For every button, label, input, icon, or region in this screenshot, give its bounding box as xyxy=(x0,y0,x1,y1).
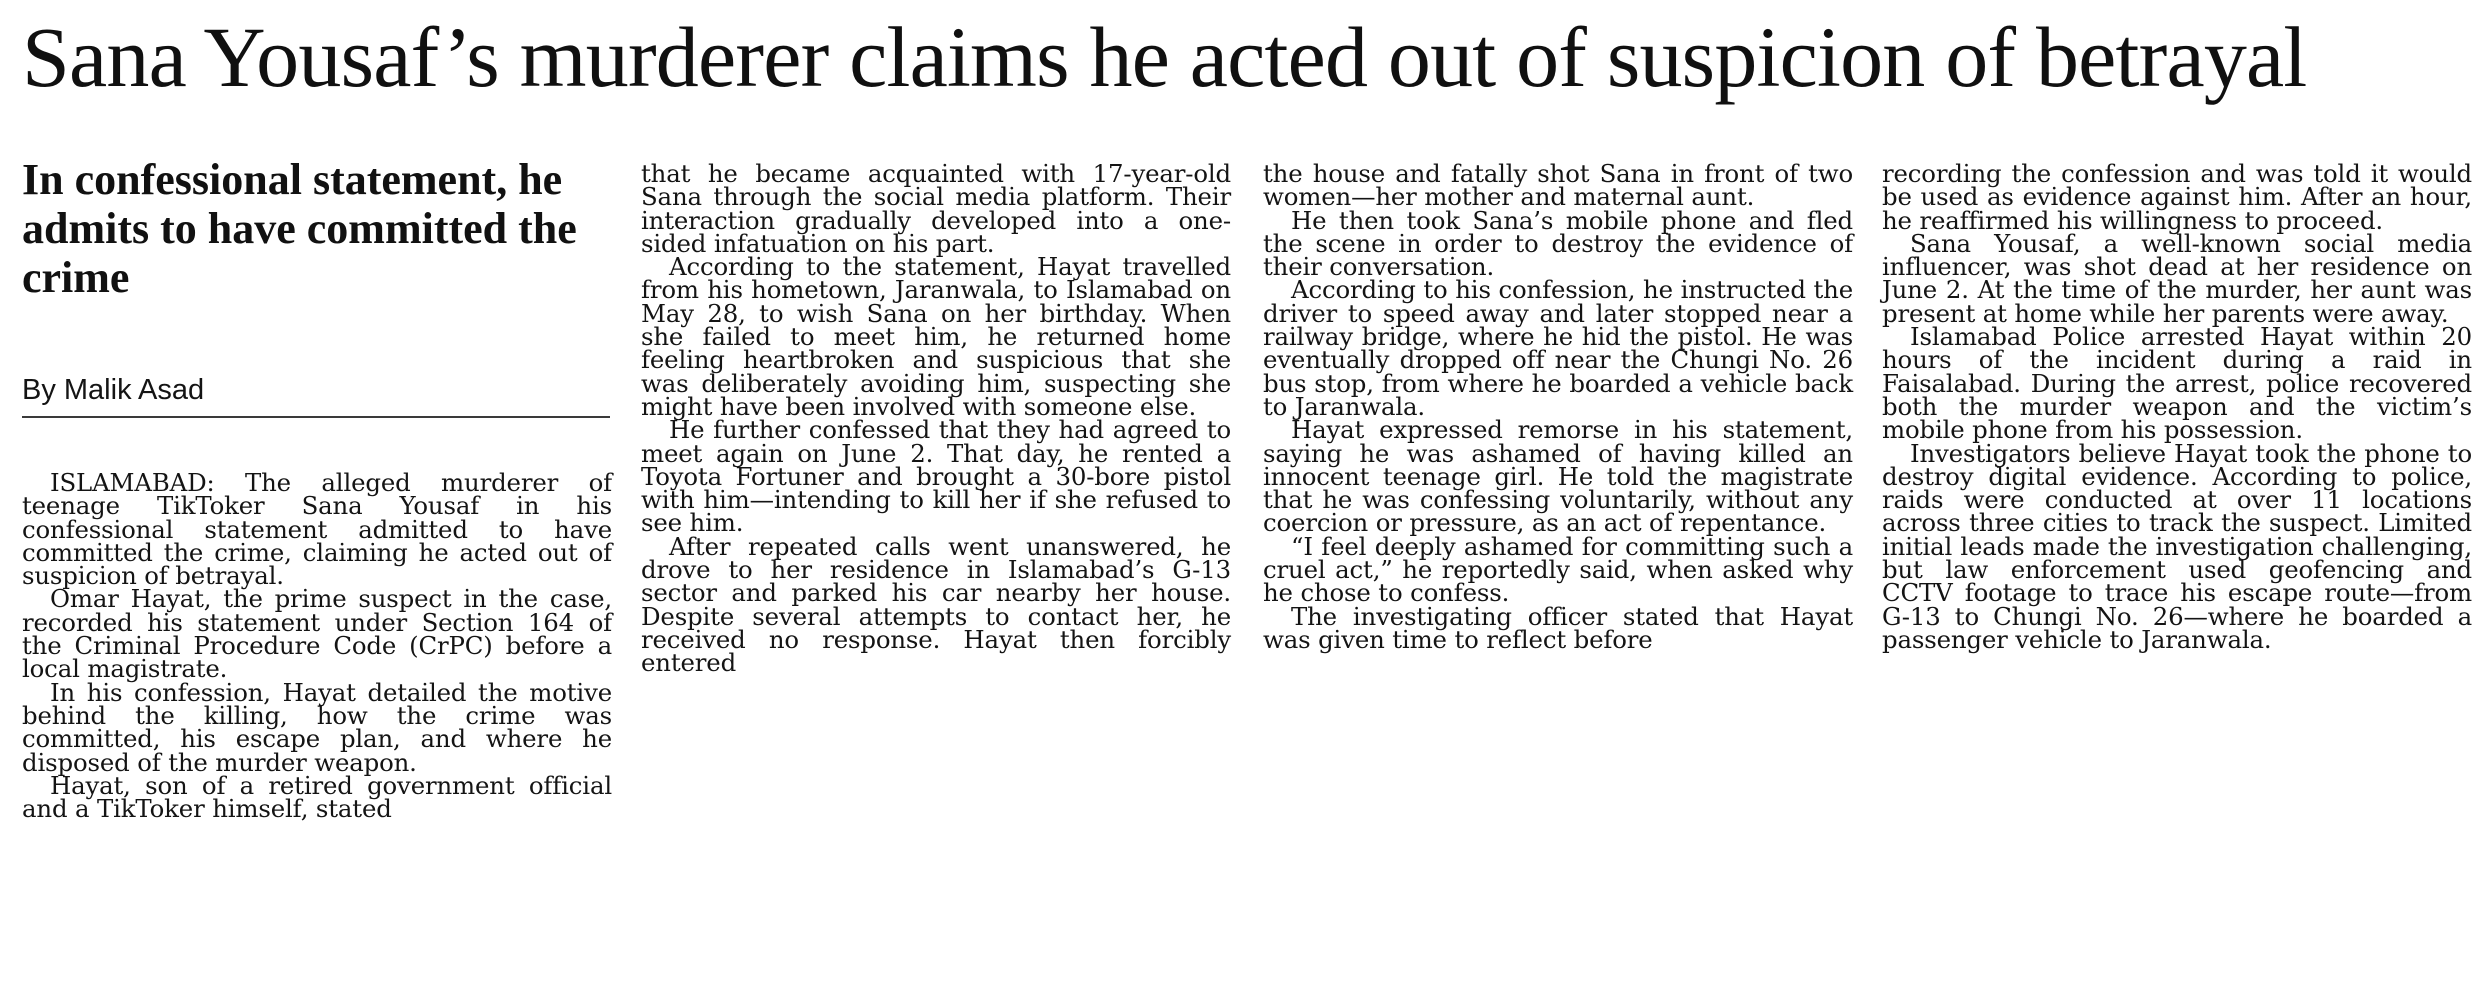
paragraph: After repeated calls went unanswered, he drove to her residence in Islamabad’s G-13 sector and parked his car nearby her house. Despite several attempts to contact her, he received no response. Hayat then forcibly entered xyxy=(641,531,1231,678)
paragraph: He further confessed that they had agreed to meet again on June 2. That day, he rented a Toyota Fortuner and brought a 30-bore pistol with him—intending to kill her if she refused to see him. xyxy=(641,415,1231,538)
paragraph: In his confession, Hayat detailed the motive behind the killing, how the crime was committed, his escape plan, and where he disposed of the murder weapon. xyxy=(22,677,612,777)
paragraph: According to his confession, he instructed the driver to speed away and later stopped near a railway bridge, where he hid the pistol. He was eventually dropped off near the Chungi No. 26 bus stop, from where he boarded a vehicle back to Jaranwala. xyxy=(1263,275,1853,421)
paragraph: that he became acquainted with 17-year-old Sana through the social media platform. Their interaction gradually developed into a one-sided infatuation on his part. xyxy=(641,159,1231,258)
paragraph: Investigators believe Hayat took the phone to destroy digital evidence. According to police, raids were conducted at over 11 locations across three cities to track the suspect. Limited initial leads made the investigation challenging, but law enforcement used geofencing and CCTV footage to trace his escape route—from G-13 to Chungi No. 26—where he boarded a passenger vehicle to Jaranwala. xyxy=(1882,438,2472,654)
paragraph: “I feel deeply ashamed for committing such a cruel act,” he reportedly said, when asked why he chose to confess. xyxy=(1263,531,1853,608)
paragraph: The investigating officer stated that Hayat was given time to reflect before xyxy=(1263,601,1853,654)
column-3 xyxy=(1263,159,1853,654)
subheadline: In confessional statement, he admits to have committed the crime xyxy=(22,155,577,302)
paragraph: recording the confession and was told it would be used as evidence against him. After an hour, he reaffirmed his willingness to proceed. xyxy=(1882,159,2472,235)
paragraph: Sana Yousaf, a well-known social media influencer, was shot dead at her residence on June 2. At the time of the murder, her aunt was present at home while her parents were away. xyxy=(1882,228,2472,328)
paragraph: Islamabad Police arrested Hayat within 20 hours of the incident during a raid in Faisalabad. During the arrest, police recovered both the murder weapon and the victim’s mobile phone from his possession. xyxy=(1882,322,2472,445)
sidebar xyxy=(22,155,610,302)
column-4 xyxy=(1882,159,2472,654)
paragraph: Hayat expressed remorse in his statement, saying he was ashamed of having killed an innocent teenage girl. He told the magistrate that he was confessing voluntarily, without any coercion or pressure, as an act of repentance. xyxy=(1263,415,1853,538)
paragraph: According to the statement, Hayat travelled from his hometown, Jaranwala, to Islamabad on May 28, to wish Sana on her birthday. When she failed to meet him, he returned home feeling heartbroken and suspicious that she was deliberately avoiding him, suspecting she might have been involved with someone else. xyxy=(641,252,1231,421)
paragraph: the house and fatally shot Sana in front of two women—her mother and maternal aunt. xyxy=(1263,159,1853,212)
byline: By Malik Asad xyxy=(22,374,205,406)
byline-divider xyxy=(22,416,610,418)
column-2 xyxy=(641,159,1231,678)
paragraph: He then took Sana’s mobile phone and fled the scene in order to destroy the evidence of their conversation. xyxy=(1263,205,1853,282)
headline: Sana Yousaf’s murderer claims he acted out of suspicion of betrayal xyxy=(22,9,2307,105)
paragraph: Omar Hayat, the prime suspect in the case, recorded his statement under Section 164 of the Criminal Procedure Code (CrPC) before a local magistrate. xyxy=(22,584,612,684)
paragraph: ISLAMABAD: The alleged murderer of teenage TikToker Sana Yousaf in his confessional statement admitted to have committed the crime, claiming he acted out of suspicion of betrayal. xyxy=(22,468,612,591)
paragraph: Hayat, son of a retired government official and a TikToker himself, stated xyxy=(22,770,612,824)
column-1 xyxy=(22,468,612,824)
